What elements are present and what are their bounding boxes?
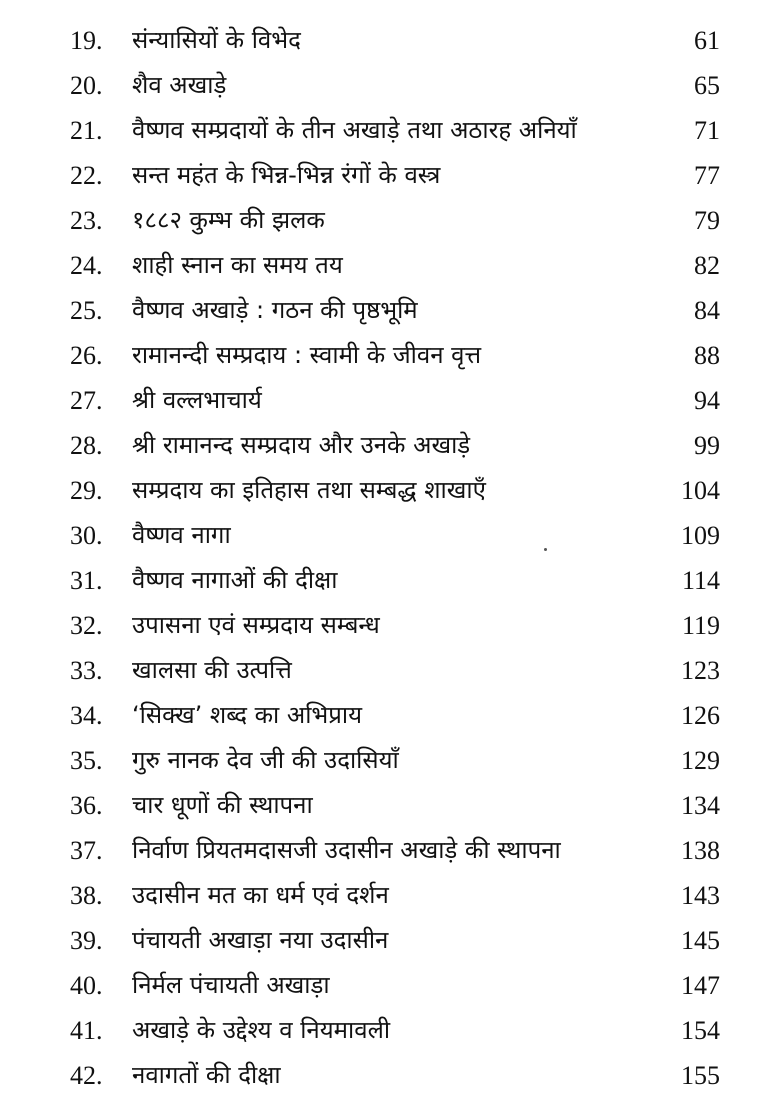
page-number: 104	[681, 476, 720, 505]
toc-entry	[0, 18, 780, 63]
toc-entry	[0, 423, 780, 468]
toc-entry	[0, 648, 780, 693]
toc-entry	[0, 603, 780, 648]
chapter-title: श्री रामानन्द सम्प्रदाय और उनके अखाड़े	[132, 431, 471, 459]
toc-entry	[0, 288, 780, 333]
toc-entry	[0, 513, 780, 558]
chapter-title: श्री वल्लभाचार्य	[132, 386, 262, 414]
toc-entry	[0, 918, 780, 963]
chapter-title: खालसा की उत्पत्ति	[132, 656, 292, 684]
page-number: 71	[694, 116, 720, 145]
chapter-number: 33.	[70, 656, 103, 685]
page-number: 143	[681, 881, 720, 910]
chapter-title: निर्वाण प्रियतमदासजी उदासीन अखाड़े की स्थापना	[132, 836, 561, 864]
page-number: 147	[681, 971, 720, 1000]
page-number: 155	[681, 1061, 720, 1090]
chapter-number: 25.	[70, 296, 103, 325]
chapter-number: 39.	[70, 926, 103, 955]
page-number: 99	[694, 431, 720, 460]
page-number: 134	[681, 791, 720, 820]
chapter-title: नवागतों की दीक्षा	[132, 1061, 281, 1089]
chapter-number: 19.	[70, 26, 103, 55]
chapter-number: 34.	[70, 701, 103, 730]
chapter-title: उदासीन मत का धर्म एवं दर्शन	[132, 881, 389, 909]
toc-entry	[0, 738, 780, 783]
page-number: 84	[694, 296, 720, 325]
toc-entry	[0, 873, 780, 918]
chapter-title: अखाड़े के उद्देश्य व नियमावली	[132, 1016, 391, 1044]
chapter-number: 36.	[70, 791, 103, 820]
toc-entry	[0, 153, 780, 198]
chapter-number: 41.	[70, 1016, 103, 1045]
chapter-number: 23.	[70, 206, 103, 235]
chapter-title: गुरु नानक देव जी की उदासियाँ	[132, 746, 399, 774]
chapter-number: 35.	[70, 746, 103, 775]
chapter-title: वैष्णव सम्प्रदायों के तीन अखाड़े तथा अठारह अनियाँ	[132, 116, 577, 144]
page-number: 114	[681, 566, 720, 595]
chapter-number: 30.	[70, 521, 103, 550]
page-number: 154	[681, 1016, 720, 1045]
toc-entry	[0, 378, 780, 423]
chapter-number: 29.	[70, 476, 103, 505]
page-number: 82	[694, 251, 720, 280]
toc-entry	[0, 468, 780, 513]
chapter-title: चार धूणों की स्थापना	[132, 791, 313, 819]
chapter-number: 38.	[70, 881, 103, 910]
toc-entry	[0, 783, 780, 828]
chapter-title: संन्यासियों के विभेद	[132, 26, 301, 54]
chapter-number: 24.	[70, 251, 103, 280]
page-number: 123	[681, 656, 720, 685]
chapter-number: 31.	[70, 566, 103, 595]
chapter-title: वैष्णव नागा	[132, 521, 231, 549]
chapter-number: 37.	[70, 836, 103, 865]
chapter-number: 42.	[70, 1061, 103, 1090]
chapter-title: सम्प्रदाय का इतिहास तथा सम्बद्ध शाखाएँ	[132, 476, 486, 504]
toc-entry	[0, 963, 780, 1008]
page-number: 129	[681, 746, 720, 775]
chapter-title: सन्त महंत के भिन्न-भिन्न रंगों के वस्त्र	[132, 161, 441, 189]
page-number: 138	[681, 836, 720, 865]
page-number: 94	[694, 386, 720, 415]
chapter-title: ‘सिक्ख’ शब्द का अभिप्राय	[132, 701, 363, 729]
chapter-number: 32.	[70, 611, 103, 640]
chapter-title: वैष्णव अखाड़े : गठन की पृष्ठभूमि	[132, 296, 418, 324]
chapter-title: पंचायती अखाड़ा नया उदासीन	[132, 926, 389, 954]
chapter-title: शाही स्नान का समय तय	[132, 251, 343, 279]
chapter-number: 28.	[70, 431, 103, 460]
toc-entry	[0, 1008, 780, 1053]
toc-entry	[0, 558, 780, 603]
table-of-contents	[0, 18, 780, 1098]
toc-entry	[0, 1053, 780, 1098]
page-number: 88	[694, 341, 720, 370]
toc-entry	[0, 63, 780, 108]
page-number: 79	[694, 206, 720, 235]
toc-entry	[0, 243, 780, 288]
chapter-number: 22.	[70, 161, 103, 190]
toc-entry	[0, 828, 780, 873]
chapter-title: १८८२ कुम्भ की झलक	[132, 206, 325, 234]
chapter-title: शैव अखाड़े	[132, 71, 227, 99]
page-number: 65	[694, 71, 720, 100]
toc-entry	[0, 333, 780, 378]
page-number: 145	[681, 926, 720, 955]
page-number: 126	[681, 701, 720, 730]
chapter-title: निर्मल पंचायती अखाड़ा	[132, 971, 330, 999]
page-number: 119	[681, 611, 720, 640]
chapter-number: 27.	[70, 386, 103, 415]
toc-entry	[0, 198, 780, 243]
chapter-number: 40.	[70, 971, 103, 1000]
chapter-number: 26.	[70, 341, 103, 370]
chapter-title: रामानन्दी सम्प्रदाय : स्वामी के जीवन वृत्त	[132, 341, 482, 369]
chapter-title: उपासना एवं सम्प्रदाय सम्बन्ध	[132, 611, 380, 639]
chapter-number: 21.	[70, 116, 103, 145]
print-speck	[544, 548, 547, 551]
chapter-number: 20.	[70, 71, 103, 100]
page-number: 77	[694, 161, 720, 190]
page-number: 109	[681, 521, 720, 550]
toc-entry	[0, 693, 780, 738]
page-number: 61	[694, 26, 720, 55]
chapter-title: वैष्णव नागाओं की दीक्षा	[132, 566, 338, 594]
toc-entry	[0, 108, 780, 153]
